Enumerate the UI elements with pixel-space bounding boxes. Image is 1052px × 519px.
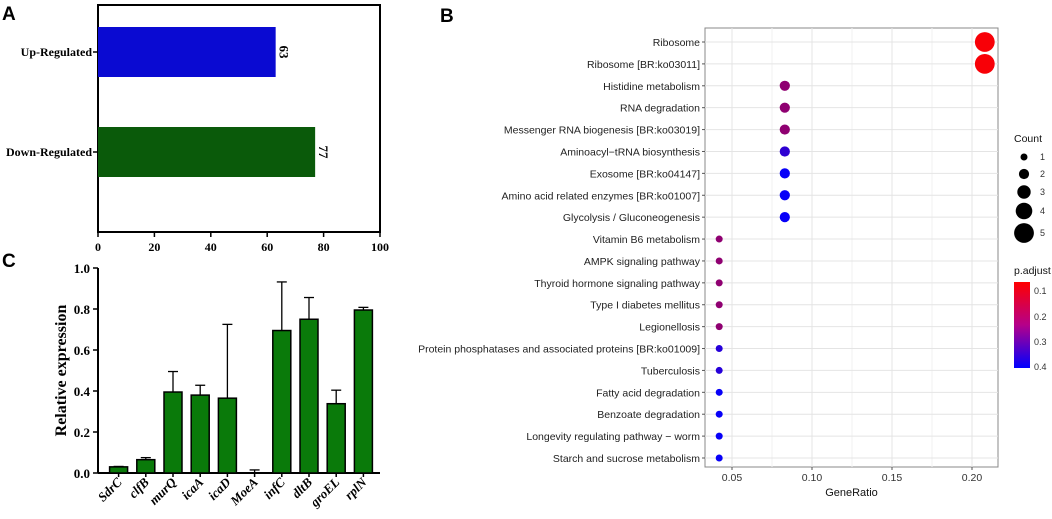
x-tick-label: 0.20 [961, 472, 983, 484]
dot [716, 367, 723, 374]
category-label: MoeA [227, 474, 261, 509]
y-tick-label: 0.6 [73, 343, 90, 358]
category-label: murQ [146, 474, 180, 508]
pathway-label: Thyroid hormone signaling pathway [534, 277, 700, 290]
panel-a-chart [6, 5, 389, 254]
color-legend-label: 0.4 [1034, 362, 1047, 372]
dot [716, 301, 723, 308]
category-label: icaD [205, 474, 234, 503]
pathway-label: Fatty acid degradation [596, 387, 700, 400]
y-axis-label: Relative expression [53, 304, 70, 437]
bar [164, 392, 182, 473]
category-label: rplN [341, 474, 370, 503]
size-legend-dot [1019, 169, 1029, 179]
pathway-label: Messenger RNA biogenesis [BR:ko03019] [503, 124, 700, 137]
panel-label-b: B [440, 6, 454, 27]
dot [716, 279, 723, 286]
bar [218, 398, 236, 473]
size-legend-label: 5 [1040, 228, 1046, 238]
color-legend-title: p.adjust [1014, 265, 1051, 277]
pathway-label: Type I diabetes mellitus [590, 299, 700, 312]
category-label: infC [260, 474, 288, 502]
bar [98, 27, 276, 77]
pathway-label: Legionellosis [639, 321, 700, 334]
dot [716, 455, 723, 462]
category-label: icaA [178, 474, 207, 503]
pathway-label: Ribosome [BR:ko03011] [586, 58, 700, 71]
x-tick-label: 60 [261, 240, 274, 254]
category-label: groEL [307, 474, 343, 510]
x-tick-label: 20 [148, 240, 161, 254]
size-legend-dot [1014, 223, 1034, 243]
dot [716, 411, 723, 418]
x-tick-label: 0 [95, 240, 101, 254]
y-tick-label: 0.2 [73, 425, 90, 440]
pathway-label: Vitamin B6 metabolism [592, 234, 700, 247]
dot [716, 236, 723, 243]
category-label: Up-Regulated [20, 45, 92, 59]
pathway-label: Ribosome [652, 37, 700, 49]
dot [780, 168, 790, 178]
size-legend-label: 3 [1040, 187, 1046, 197]
size-legend-dot [1017, 185, 1030, 198]
color-legend-label: 0.2 [1034, 312, 1047, 322]
x-tick-label: 0.15 [881, 472, 903, 484]
category-label: SdrC [94, 474, 125, 505]
size-legend-label: 1 [1040, 152, 1046, 162]
size-legend-label: 4 [1040, 206, 1046, 216]
pathway-label: RNA degradation [620, 102, 700, 115]
pathway-label: Benzoate degradation [597, 409, 700, 422]
pathway-label: Longevity regulating pathway − worm [526, 431, 700, 444]
dot [716, 345, 723, 352]
dot [975, 32, 995, 52]
panel-c-chart [53, 261, 380, 510]
dot [780, 81, 790, 91]
pathway-label: Protein phosphatases and associated proteins [BR:ko01009] [418, 343, 700, 356]
pathway-label: Histidine metabolism [603, 80, 700, 93]
pathway-label: Glycolysis / Gluconeogenesis [562, 212, 700, 225]
x-tick-label: 80 [317, 240, 330, 254]
pathway-label: Aminoacyl−tRNA biosynthesis [560, 146, 700, 159]
color-legend-label: 0.3 [1034, 337, 1047, 347]
size-legend-dot [1021, 154, 1028, 161]
category-label: clfB [125, 474, 152, 501]
dot [780, 103, 790, 113]
pathway-label: Tuberculosis [640, 365, 700, 378]
pathway-label: Amino acid related enzymes [BR:ko01007] [501, 190, 700, 203]
x-tick-label: 0.10 [801, 472, 823, 484]
bar [327, 404, 345, 473]
x-tick-label: 0.05 [721, 472, 743, 484]
size-legend-label: 2 [1040, 169, 1046, 179]
y-tick-label: 0.8 [73, 302, 90, 317]
x-axis-label: GeneRatio [825, 487, 878, 499]
dot [716, 433, 723, 440]
bar [354, 310, 372, 473]
y-tick-label: 0.0 [73, 466, 90, 481]
category-label: dltB [288, 474, 316, 501]
x-tick-label: 40 [204, 240, 217, 254]
panel-label-c: C [2, 251, 16, 272]
dot [780, 212, 790, 222]
y-tick-label: 0.4 [73, 384, 90, 399]
bar [300, 319, 318, 473]
bar [98, 127, 315, 177]
size-legend-dot [1016, 203, 1033, 220]
size-legend-title: Count [1014, 133, 1043, 145]
bar [110, 467, 128, 473]
dot [716, 389, 723, 396]
bar [137, 460, 155, 473]
panel-b-chart [418, 28, 1051, 499]
x-tick-label: 100 [371, 240, 389, 254]
panel-label-a: A [2, 4, 16, 25]
dot [780, 124, 790, 134]
category-label: Down-Regulated [6, 145, 92, 159]
y-tick-label: 1.0 [73, 261, 90, 276]
pathway-label: Exosome [BR:ko04147] [589, 168, 700, 181]
data-label: 63 [276, 45, 292, 59]
dot [716, 257, 723, 264]
pathway-label: Starch and sucrose metabolism [552, 453, 700, 465]
dot [716, 323, 723, 330]
dot [975, 54, 995, 74]
color-legend-bar [1014, 282, 1030, 368]
bar [191, 395, 209, 473]
dot [780, 190, 790, 200]
data-label: 77 [316, 145, 332, 159]
color-legend-label: 0.1 [1034, 286, 1047, 296]
dot [780, 146, 790, 156]
pathway-label: AMPK signaling pathway [583, 255, 700, 268]
bar [273, 331, 291, 473]
